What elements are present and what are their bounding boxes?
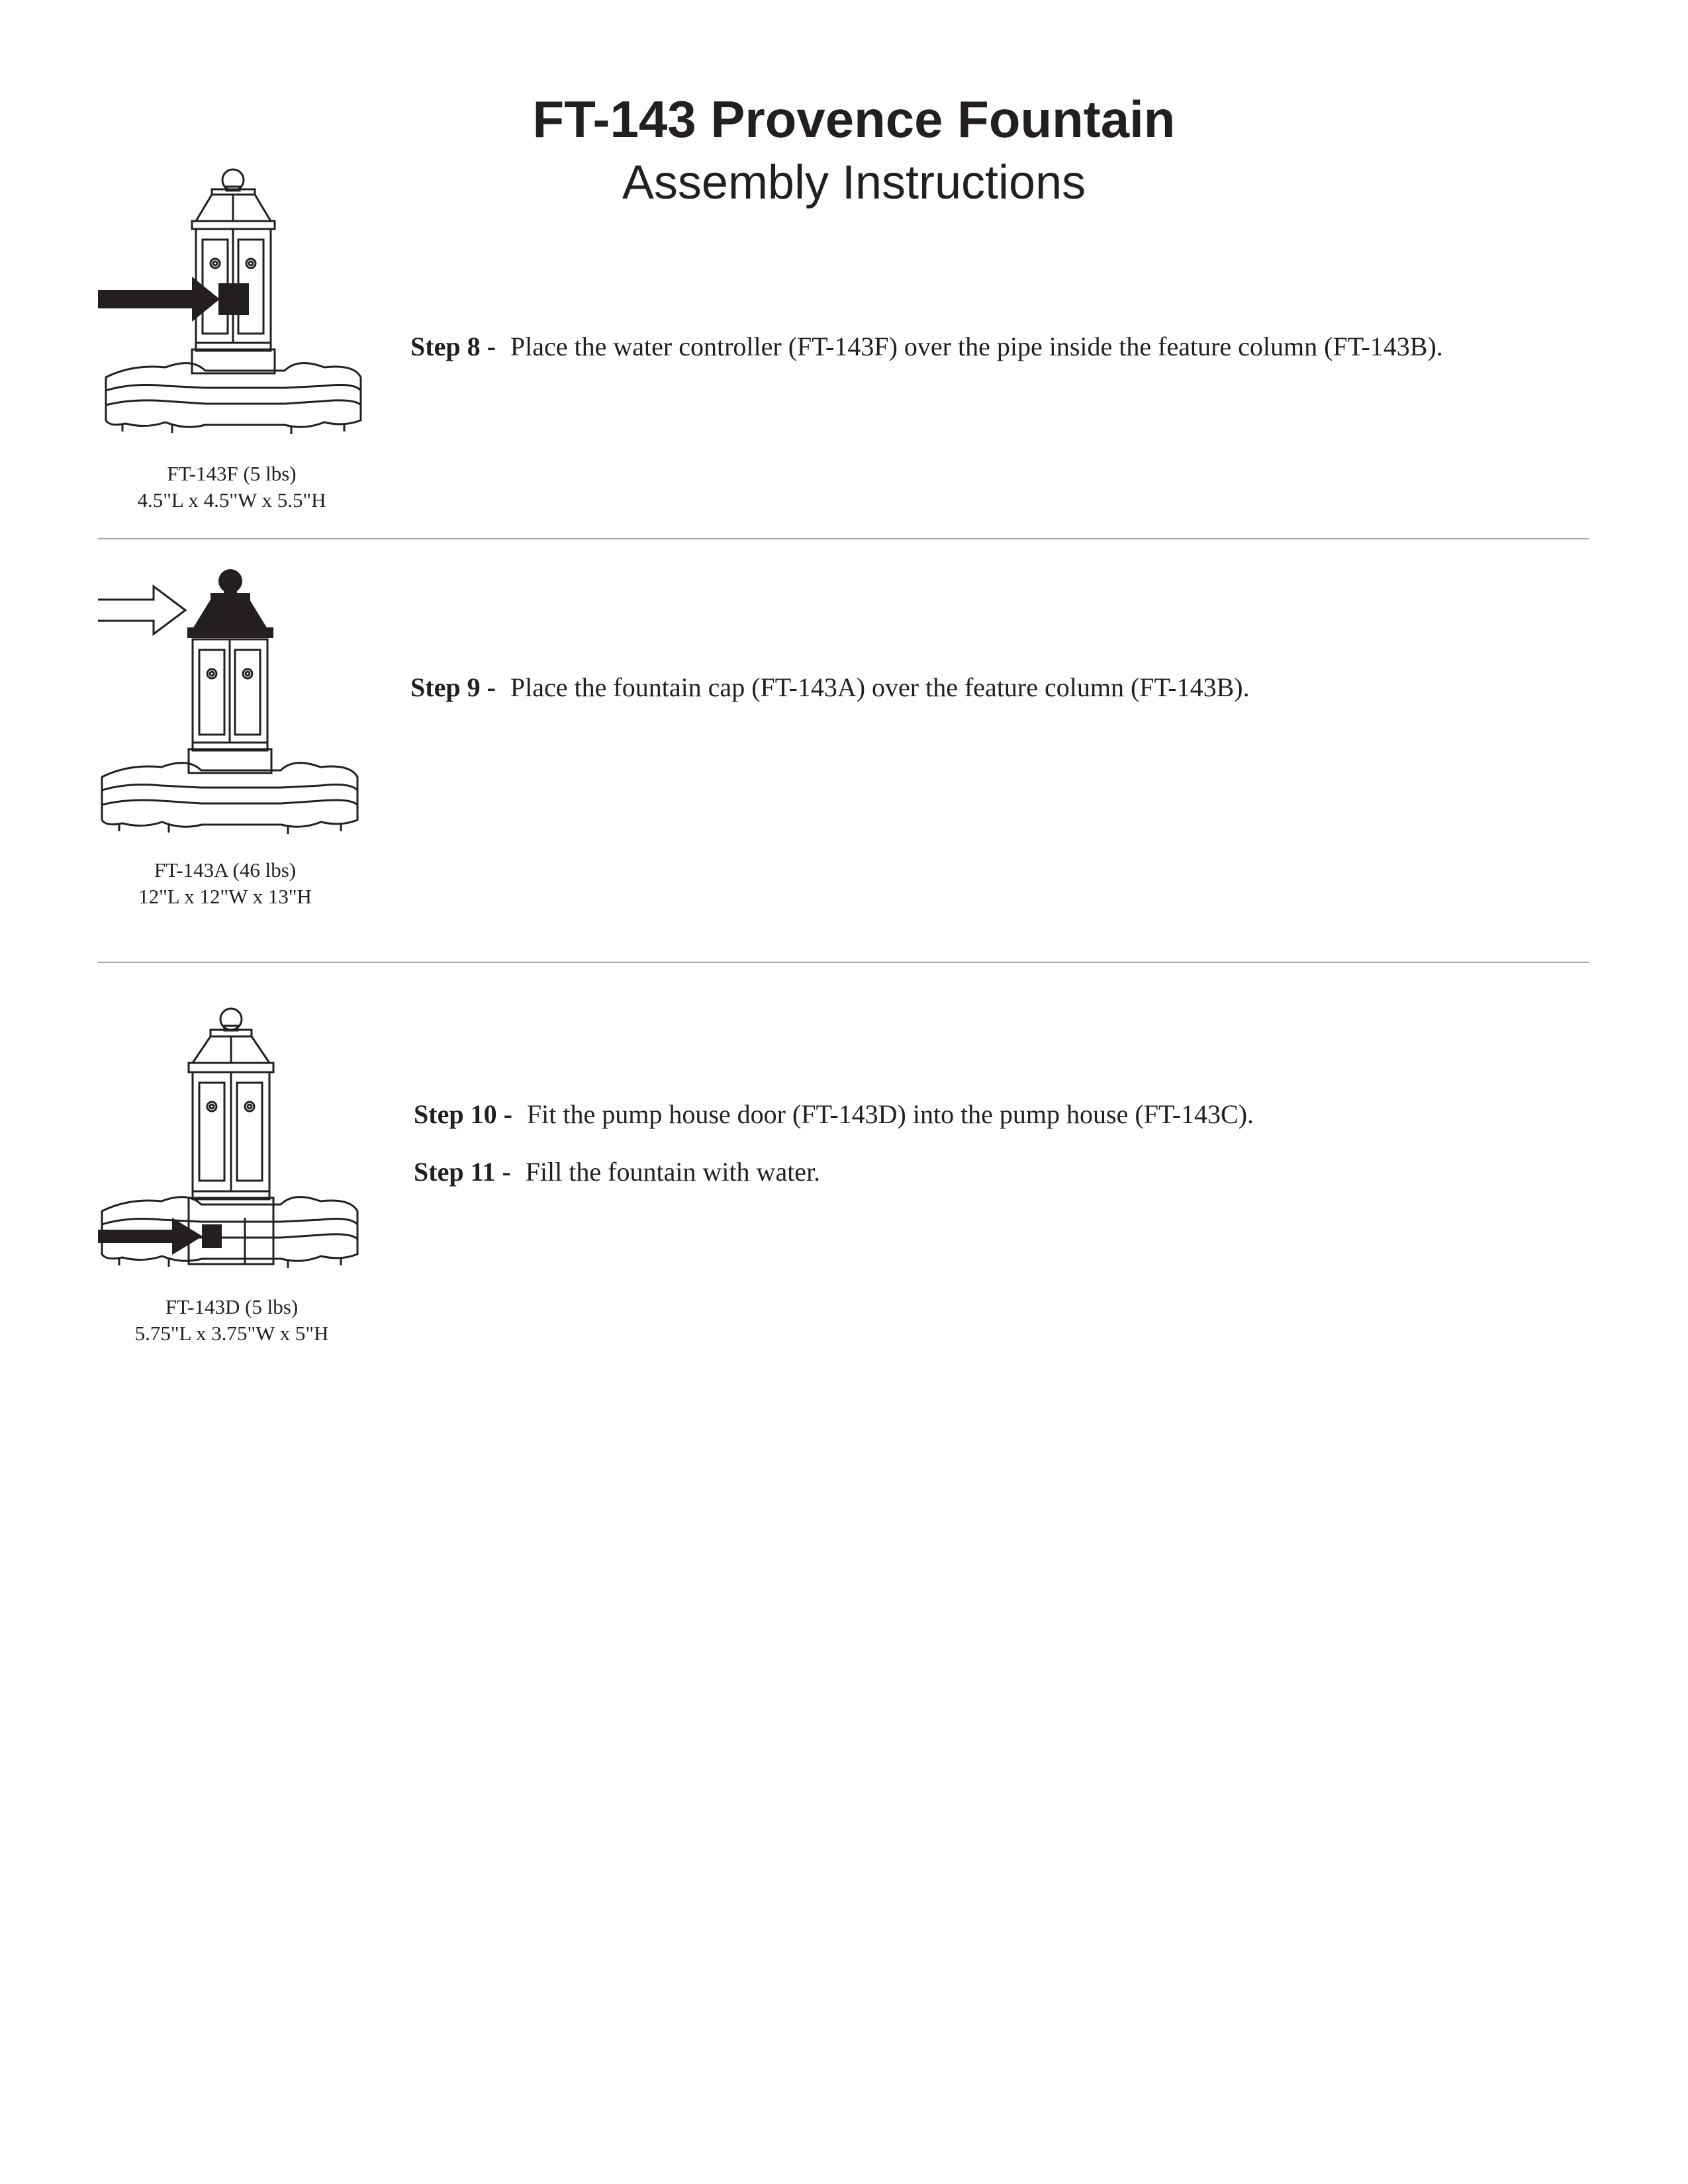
fountain-with-pump-door-arrow-icon [93,999,371,1317]
fountain-with-cap-arrow-icon [93,567,371,884]
part-dimensions: 5.75"L x 3.75"W x 5"H [134,1322,329,1345]
part-caption [86,857,364,910]
part-caption [93,1294,371,1347]
part-name-weight: FT-143A (46 lbs) [154,858,297,882]
step-label: Step 9 - [410,672,496,702]
step-label: Step 10 - [414,1099,512,1129]
part-name-weight: FT-143F (5 lbs) [167,462,297,485]
step-text: Fill the fountain with water. [525,1157,821,1187]
part-caption [93,461,371,514]
page-title: FT-143 Provence Fountain [532,90,1176,148]
fountain-with-water-controller-arrow-icon [93,165,371,483]
step-line [414,1156,820,1187]
step-text: Place the water controller (FT-143F) over the pipe inside the feature column (FT-143B). [510,332,1443,361]
step-text: Fit the pump house door (FT-143D) into the pump house (FT-143C). [526,1099,1254,1129]
step-line [410,331,1443,362]
page-subtitle: Assembly Instructions [622,156,1086,209]
section-divider [98,538,1589,539]
step-label: Step 11 - [414,1157,511,1187]
step-line [414,1099,1254,1130]
part-dimensions: 12"L x 12"W x 13"H [138,885,312,908]
step-text: Place the fountain cap (FT-143A) over the feature column (FT-143B). [510,672,1250,702]
part-name-weight: FT-143D (5 lbs) [165,1295,299,1318]
step-label: Step 8 - [410,332,496,361]
part-dimensions: 4.5"L x 4.5"W x 5.5"H [137,488,326,512]
step-line [410,672,1250,703]
section-divider [98,962,1589,963]
